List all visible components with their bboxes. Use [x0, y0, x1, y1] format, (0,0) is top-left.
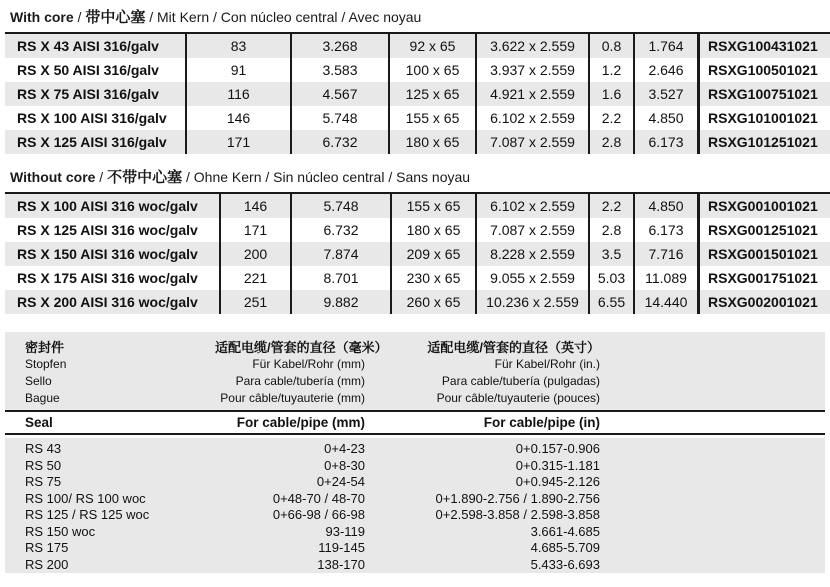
- product-row: [5, 266, 830, 290]
- seal-name-cell: RS 125 / RS 125 woc: [25, 507, 150, 522]
- weight-lb-cell: 4.567: [290, 82, 388, 106]
- weight-kg-cell: 171: [219, 218, 290, 242]
- value2-cell: 6.173: [633, 218, 697, 242]
- range-in-cell: 3.661-4.685: [530, 523, 600, 539]
- product-row: [5, 218, 830, 242]
- seal-name-cell: RS 43: [25, 441, 62, 456]
- product-row: [5, 106, 830, 130]
- seal-row: [5, 491, 825, 508]
- weight-kg-cell: 91: [185, 58, 290, 82]
- heading-separator: /: [145, 9, 158, 25]
- range-in-cell: 0+0.315-1.181: [515, 457, 600, 473]
- dimensions-mm-cell: 155 x 65: [390, 194, 475, 218]
- range-mm-cell: 0+24-54: [316, 474, 365, 489]
- dimensions-mm-cell: 260 x 65: [390, 290, 475, 314]
- part-number-cell: RSXG101251021: [697, 130, 830, 154]
- cable-mm-col-label: 适配电缆/管套的直径（毫米）: [215, 340, 388, 355]
- seal-row: [5, 540, 825, 557]
- seal-col-header: Seal: [25, 415, 53, 430]
- product-row: [5, 82, 830, 106]
- dimensions-in-cell: 3.937 x 2.559: [475, 58, 588, 82]
- value2-cell: 2.646: [633, 58, 697, 82]
- seal-col-label: 密封件: [25, 340, 65, 355]
- weight-lb-cell: 6.732: [290, 218, 390, 242]
- cable-in-col-label: Para cable/tubería (pulgadas): [441, 374, 600, 388]
- weight-lb-cell: 7.874: [290, 242, 390, 266]
- part-number-cell: RSXG100501021: [697, 58, 830, 82]
- range-mm-cell: 0+48-70 / 48-70: [272, 490, 365, 506]
- dimensions-mm-cell: 180 x 65: [388, 130, 475, 154]
- heading-separator: /: [95, 169, 108, 185]
- value1-cell: 1.2: [588, 58, 633, 82]
- value2-cell: 3.527: [633, 82, 697, 106]
- dimensions-in-cell: 3.622 x 2.559: [475, 34, 588, 58]
- part-number-cell: RSXG001001021: [697, 194, 830, 218]
- range-in-cell: 0+0.945-2.126: [515, 474, 600, 489]
- product-row: [5, 290, 830, 314]
- weight-lb-cell: 6.732: [290, 130, 388, 154]
- product-name-cell: RS X 175 AISI 316 woc/galv: [17, 270, 198, 286]
- seal-name-cell: RS 150 woc: [25, 523, 96, 539]
- part-number-cell: RSXG002001021: [697, 290, 830, 314]
- weight-lb-cell: 5.748: [290, 194, 390, 218]
- seal-header-line-cjk: [5, 339, 825, 356]
- value2-cell: 4.850: [633, 106, 697, 130]
- dimensions-in-cell: 7.087 x 2.559: [475, 130, 588, 154]
- without-core-heading: [10, 166, 470, 187]
- heading-label-cjk: 带中心塞: [85, 9, 146, 26]
- range-in-cell: 0+2.598-3.858 / 2.598-3.858: [435, 507, 600, 522]
- range-mm-cell: 138-170: [317, 556, 365, 572]
- value2-cell: 11.089: [633, 266, 697, 290]
- dimensions-mm-cell: 155 x 65: [388, 106, 475, 130]
- value2-cell: 1.764: [633, 34, 697, 58]
- seal-col-label: Sello: [25, 374, 52, 388]
- dimensions-mm-cell: 209 x 65: [390, 242, 475, 266]
- part-number-cell: RSXG001751021: [697, 266, 830, 290]
- heading-separator: /: [182, 169, 194, 185]
- weight-lb-cell: 9.882: [290, 290, 390, 314]
- product-row: [5, 34, 830, 58]
- weight-kg-cell: 116: [185, 82, 290, 106]
- weight-kg-cell: 221: [219, 266, 290, 290]
- value1-cell: 2.8: [588, 130, 633, 154]
- value1-cell: 2.2: [588, 194, 633, 218]
- dimensions-in-cell: 8.228 x 2.559: [475, 242, 588, 266]
- seal-table-subheader: [5, 410, 825, 435]
- range-in-cell: 0+0.157-0.906: [515, 441, 600, 456]
- part-number-cell: RSXG101001021: [697, 106, 830, 130]
- seal-row: [5, 474, 825, 491]
- seal-name-cell: RS 50: [25, 457, 62, 473]
- seal-row: [5, 507, 825, 524]
- seal-row: [5, 458, 825, 475]
- product-name-cell: RS X 125 AISI 316/galv: [17, 134, 167, 150]
- part-number-cell: RSXG001501021: [697, 242, 830, 266]
- part-number-cell: RSXG100751021: [697, 82, 830, 106]
- value1-cell: 0.8: [588, 34, 633, 58]
- dimensions-in-cell: 6.102 x 2.559: [475, 194, 588, 218]
- product-row: [5, 242, 830, 266]
- range-mm-cell: 0+4-23: [324, 441, 365, 456]
- seal-col-label: Stopfen: [25, 357, 67, 371]
- product-name-cell: RS X 100 AISI 316 woc/galv: [17, 198, 198, 214]
- product-name-cell: RS X 43 AISI 316/galv: [17, 38, 159, 54]
- product-name-cell: RS X 150 AISI 316 woc/galv: [17, 246, 198, 262]
- heading-label-en: Without core: [10, 169, 96, 185]
- seal-name-cell: RS 100/ RS 100 woc: [25, 490, 146, 506]
- part-number-cell: RSXG001251021: [697, 218, 830, 242]
- dimensions-mm-cell: 180 x 65: [390, 218, 475, 242]
- seal-header-line-de: [5, 356, 825, 373]
- seal-name-cell: RS 175: [25, 540, 69, 555]
- weight-kg-cell: 251: [219, 290, 290, 314]
- dimensions-mm-cell: 125 x 65: [388, 82, 475, 106]
- heading-label-rest: Ohne Kern / Sin núcleo central / Sans noyau: [193, 169, 471, 185]
- weight-kg-cell: 83: [185, 34, 290, 58]
- without-core-table: [5, 192, 830, 314]
- dimensions-mm-cell: 92 x 65: [388, 34, 475, 58]
- seal-col-label: Bague: [25, 391, 60, 405]
- value1-cell: 3.5: [588, 242, 633, 266]
- cable-in-col-label: Für Kabel/Rohr (in.): [494, 357, 600, 371]
- seal-header-line-fr: [5, 390, 825, 407]
- heading-label-en: With core: [10, 9, 74, 25]
- product-name-cell: RS X 200 AISI 316 woc/galv: [17, 294, 198, 310]
- range-mm-cell: 93-119: [325, 523, 365, 539]
- seal-header-line-es: [5, 373, 825, 390]
- weight-kg-cell: 171: [185, 130, 290, 154]
- dimensions-in-cell: 6.102 x 2.559: [475, 106, 588, 130]
- weight-kg-cell: 200: [219, 242, 290, 266]
- product-row: [5, 58, 830, 82]
- weight-kg-cell: 146: [219, 194, 290, 218]
- seal-row: [5, 557, 825, 574]
- weight-kg-cell: 146: [185, 106, 290, 130]
- cable-in-col-label: Pour câble/tuyauterie (pouces): [436, 391, 600, 405]
- cable-mm-col-label: Para cable/tubería (mm): [235, 374, 365, 388]
- seal-name-cell: RS 200: [25, 556, 69, 572]
- heading-label-cjk: 不带中心塞: [107, 169, 183, 186]
- value2-cell: 6.173: [633, 130, 697, 154]
- dimensions-in-cell: 10.236 x 2.559: [475, 290, 588, 314]
- cable-in-col-label: 适配电缆/管套的直径（英寸）: [427, 340, 600, 355]
- seal-name-cell: RS 75: [25, 474, 62, 489]
- weight-lb-cell: 5.748: [290, 106, 388, 130]
- range-in-cell: 4.685-5.709: [530, 540, 600, 555]
- value2-cell: 7.716: [633, 242, 697, 266]
- heading-separator: /: [73, 9, 86, 25]
- range-mm-cell: 119-145: [318, 540, 365, 555]
- dimensions-in-cell: 9.055 x 2.559: [475, 266, 588, 290]
- with-core-heading: [10, 6, 421, 27]
- product-row: [5, 194, 830, 218]
- seal-table-body: [5, 438, 825, 573]
- cable-in-col-header: For cable/pipe (in): [483, 415, 600, 430]
- part-number-cell: RSXG100431021: [697, 34, 830, 58]
- weight-lb-cell: 8.701: [290, 266, 390, 290]
- seal-table-header: [5, 332, 825, 410]
- range-mm-cell: 0+66-98 / 66-98: [272, 507, 365, 522]
- seal-row: [5, 441, 825, 458]
- value1-cell: 2.2: [588, 106, 633, 130]
- with-core-table: [5, 32, 830, 154]
- product-row: [5, 130, 830, 154]
- product-name-cell: RS X 75 AISI 316/galv: [17, 86, 159, 102]
- value1-cell: 6.55: [588, 290, 633, 314]
- value2-cell: 4.850: [633, 194, 697, 218]
- dimensions-mm-cell: 100 x 65: [388, 58, 475, 82]
- range-in-cell: 5.433-6.693: [530, 556, 600, 572]
- weight-lb-cell: 3.583: [290, 58, 388, 82]
- value1-cell: 1.6: [588, 82, 633, 106]
- dimensions-in-cell: 7.087 x 2.559: [475, 218, 588, 242]
- value1-cell: 5.03: [588, 266, 633, 290]
- weight-lb-cell: 3.268: [290, 34, 388, 58]
- product-name-cell: RS X 125 AISI 316 woc/galv: [17, 222, 198, 238]
- value1-cell: 2.8: [588, 218, 633, 242]
- heading-label-rest: Mit Kern / Con núcleo central / Avec noyau: [157, 9, 422, 25]
- cable-mm-col-label: Pour câble/tuyauterie (mm): [220, 391, 365, 405]
- dimensions-in-cell: 4.921 x 2.559: [475, 82, 588, 106]
- range-in-cell: 0+1.890-2.756 / 1.890-2.756: [435, 490, 600, 506]
- range-mm-cell: 0+8-30: [324, 457, 365, 473]
- product-name-cell: RS X 100 AISI 316/galv: [17, 110, 167, 126]
- cable-mm-col-label: Für Kabel/Rohr (mm): [252, 357, 365, 371]
- dimensions-mm-cell: 230 x 65: [390, 266, 475, 290]
- cable-mm-col-header: For cable/pipe (mm): [236, 415, 365, 430]
- seal-row: [5, 524, 825, 541]
- value2-cell: 14.440: [633, 290, 697, 314]
- product-name-cell: RS X 50 AISI 316/galv: [17, 62, 159, 78]
